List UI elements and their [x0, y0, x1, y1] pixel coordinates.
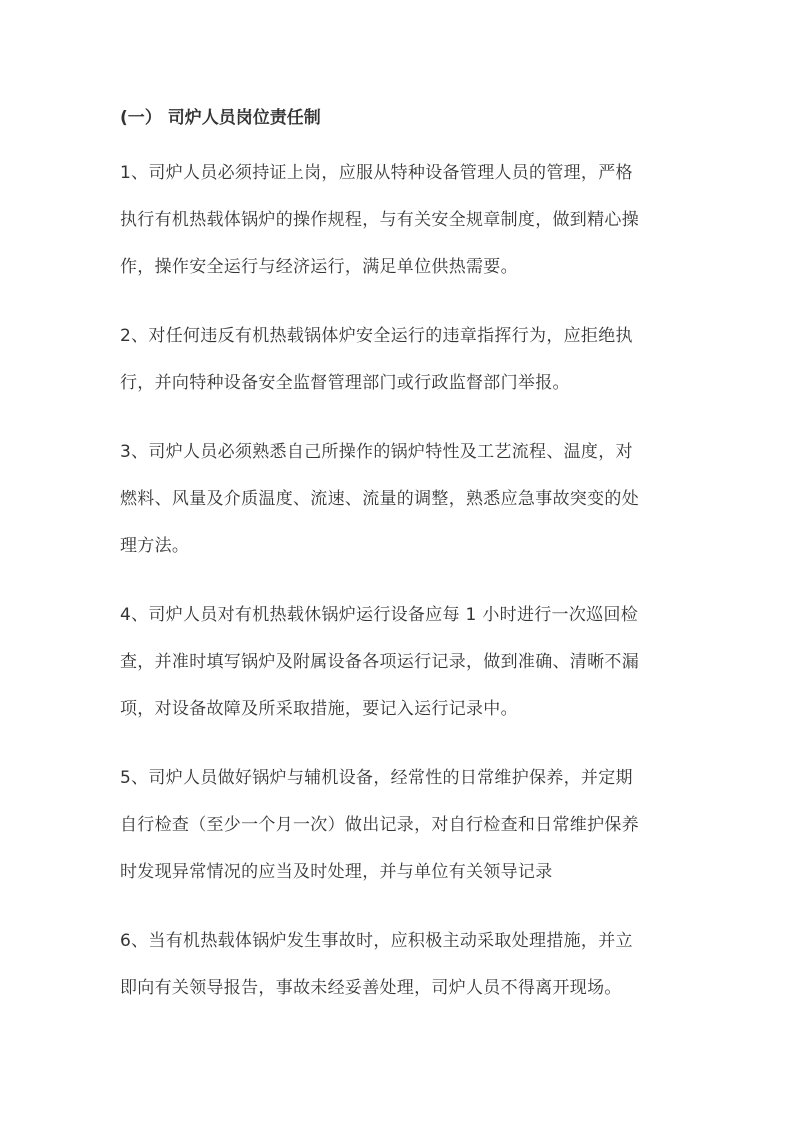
paragraph-line: 6、当有机热载体锅炉发生事故时，应积极主动采取处理措施，并立 [120, 931, 633, 951]
paragraph-line: 1、司炉人员必须持证上岗，应服从特种设备管理人员的管理，严格 [120, 163, 633, 183]
paragraph-line: 2、对任何违反有机热载锅体炉安全运行的违章指挥行为，应拒绝执 [120, 326, 633, 346]
paragraph-line: 行，并向特种设备安全监督管理部门或行政监督部门举报。 [120, 373, 570, 393]
paragraph-line: 5、司炉人员做好锅炉与辅机设备，经常性的日常维护保养，并定期 [120, 768, 633, 788]
paragraph-line: 时发现异常情况的应当及时处理，并与单位有关领导记录 [120, 862, 553, 882]
paragraph-line: 即向有关领导报告，事故未经妥善处理，司炉人员不得离开现场。 [120, 978, 622, 998]
paragraph-line: 作，操作安全运行与经济运行，满足单位供热需要。 [120, 257, 518, 277]
document-page [120, 104, 680, 1034]
paragraph-line: 理方法。 [120, 536, 190, 556]
paragraph-3 [120, 429, 680, 570]
paragraph-1 [120, 150, 680, 291]
paragraph-line: 自行检查（至少一个月一次）做出记录，对自行检查和日常维护保养 [120, 815, 639, 835]
paragraph-line: 4、司炉人员对有机热载休锅炉运行设备应每 1 小时进行一次巡回检 [120, 605, 639, 625]
paragraph-4 [120, 592, 680, 733]
paragraph-line: 燃料、风量及介质温度、流速、流量的调整，熟悉应急事故突变的处 [120, 489, 639, 509]
paragraph-2 [120, 313, 680, 407]
paragraph-5 [120, 755, 680, 896]
paragraph-line: 查，并准时填写锅炉及附属设备各项运行记录，做到准确、清晰不漏 [120, 652, 639, 672]
paragraph-line: 执行有机热载体锅炉的操作规程，与有关安全规章制度，做到精心操 [120, 210, 639, 230]
section-heading: (一） 司炉人员岗位责任制 [120, 108, 321, 128]
paragraph-line: 3、司炉人员必须熟悉自己所操作的锅炉特性及工艺流程、温度，对 [120, 442, 633, 462]
paragraph-line: 项，对设备故障及所采取措施，要记入运行记录中。 [120, 699, 518, 719]
paragraph-6 [120, 918, 680, 1012]
